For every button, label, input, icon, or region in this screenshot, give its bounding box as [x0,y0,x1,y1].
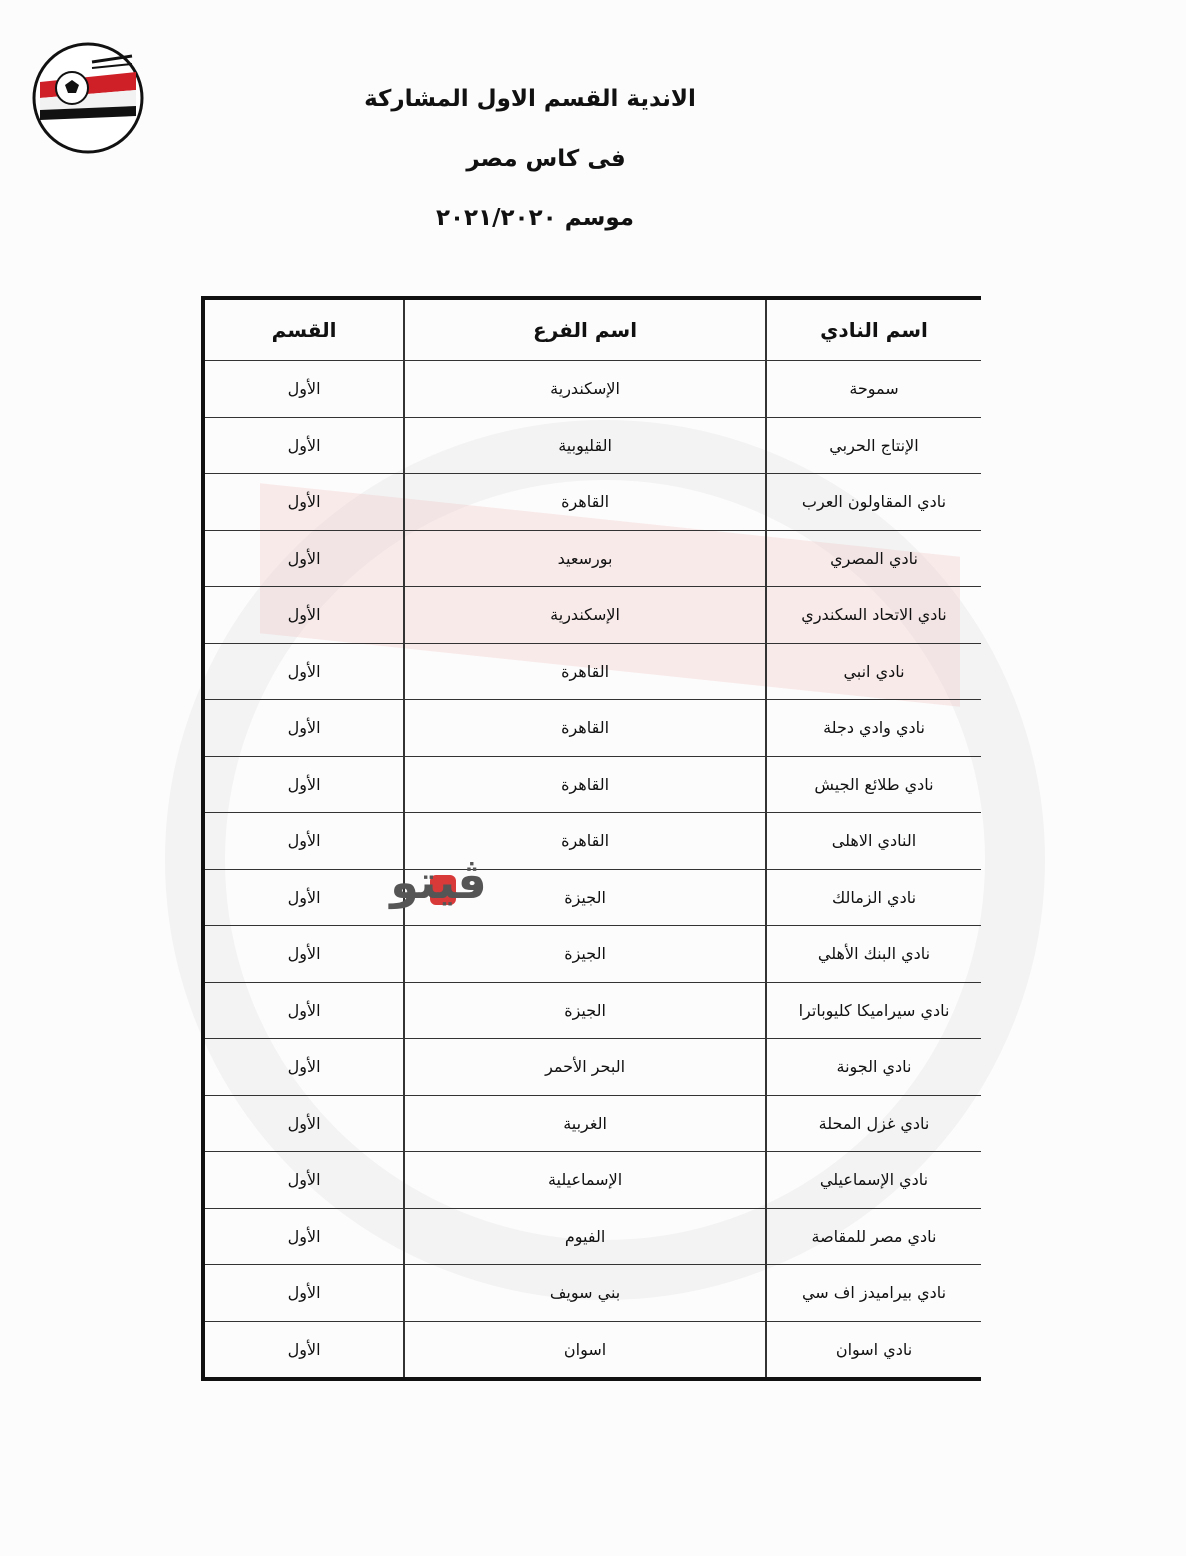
cell-division: الأول [203,813,404,870]
cell-club-name: نادي غزل المحلة [766,1095,981,1152]
table-row [203,1321,981,1379]
cell-branch-name: الجيزة [404,982,766,1039]
cell-division: الأول [203,530,404,587]
cell-division: الأول [203,1152,404,1209]
table-row [203,700,981,757]
table-row [203,756,981,813]
cell-branch-name: اسوان [404,1321,766,1379]
cell-club-name: النادي الاهلى [766,813,981,870]
header-club-name: اسم النادي [766,298,981,361]
cell-division: الأول [203,756,404,813]
cell-club-name: نادي الاتحاد السكندري [766,587,981,644]
table-row [203,587,981,644]
cell-division: الأول [203,643,404,700]
cell-division: الأول [203,926,404,983]
table-row [203,982,981,1039]
cell-club-name: نادي سيراميكا كليوباترا [766,982,981,1039]
cell-club-name: سموحة [766,361,981,418]
cell-club-name: نادي البنك الأهلي [766,926,981,983]
cell-club-name: نادي طلائع الجيش [766,756,981,813]
cell-division: الأول [203,474,404,531]
cell-branch-name: الإسماعيلية [404,1152,766,1209]
table-row [203,417,981,474]
cell-branch-name: الغربية [404,1095,766,1152]
table-row [203,530,981,587]
cell-division: الأول [203,869,404,926]
header-division: القسم [203,298,404,361]
cell-branch-name: البحر الأحمر [404,1039,766,1096]
cell-branch-name: القاهرة [404,643,766,700]
cell-branch-name: الإسكندرية [404,361,766,418]
table-header-row [203,298,981,361]
table-row [203,1039,981,1096]
table-row [203,869,981,926]
cell-branch-name: بورسعيد [404,530,766,587]
cell-branch-name: القاهرة [404,813,766,870]
season-label: موسم ٢٠٢١/٢٠٢٠ [435,205,635,231]
document-title: الاندية القسم الاول المشاركة [364,86,696,112]
cell-division: الأول [203,587,404,644]
cell-branch-name: الجيزة [404,926,766,983]
cell-division: الأول [203,700,404,757]
cell-branch-name: بني سويف [404,1265,766,1322]
table-row [203,474,981,531]
cell-branch-name: الجيزة [404,869,766,926]
table-row [203,1095,981,1152]
cell-division: الأول [203,1095,404,1152]
table-row [203,926,981,983]
document-subtitle: فى كاس مصر [466,146,626,172]
cell-club-name: نادي اسوان [766,1321,981,1379]
cell-club-name: نادي الجونة [766,1039,981,1096]
cell-branch-name: الإسكندرية [404,587,766,644]
cell-club-name: نادي بيراميدز اف سي [766,1265,981,1322]
cell-division: الأول [203,417,404,474]
table-row [203,1152,981,1209]
table-row [203,1208,981,1265]
cell-club-name: نادي انبي [766,643,981,700]
cell-division: الأول [203,1039,404,1096]
table-row [203,643,981,700]
cell-club-name: نادي وادي دجلة [766,700,981,757]
cell-branch-name: القاهرة [404,474,766,531]
clubs-table [201,296,981,1381]
cell-club-name: الإنتاج الحربي [766,417,981,474]
watermark-brand: ڤيتو [390,855,487,909]
table-row [203,813,981,870]
cell-division: الأول [203,1321,404,1379]
cell-club-name: نادي الزمالك [766,869,981,926]
cell-division: الأول [203,1208,404,1265]
cell-branch-name: القاهرة [404,756,766,813]
cell-club-name: نادي المصري [766,530,981,587]
header-branch-name: اسم الفرع [404,298,766,361]
table-row [203,1265,981,1322]
table-row [203,361,981,418]
cell-club-name: نادي مصر للمقاصة [766,1208,981,1265]
cell-club-name: نادي المقاولون العرب [766,474,981,531]
cell-branch-name: القليوبية [404,417,766,474]
cell-division: الأول [203,361,404,418]
cell-division: الأول [203,1265,404,1322]
cell-branch-name: الفيوم [404,1208,766,1265]
cell-division: الأول [203,982,404,1039]
cell-club-name: نادي الإسماعيلي [766,1152,981,1209]
cell-branch-name: القاهرة [404,700,766,757]
